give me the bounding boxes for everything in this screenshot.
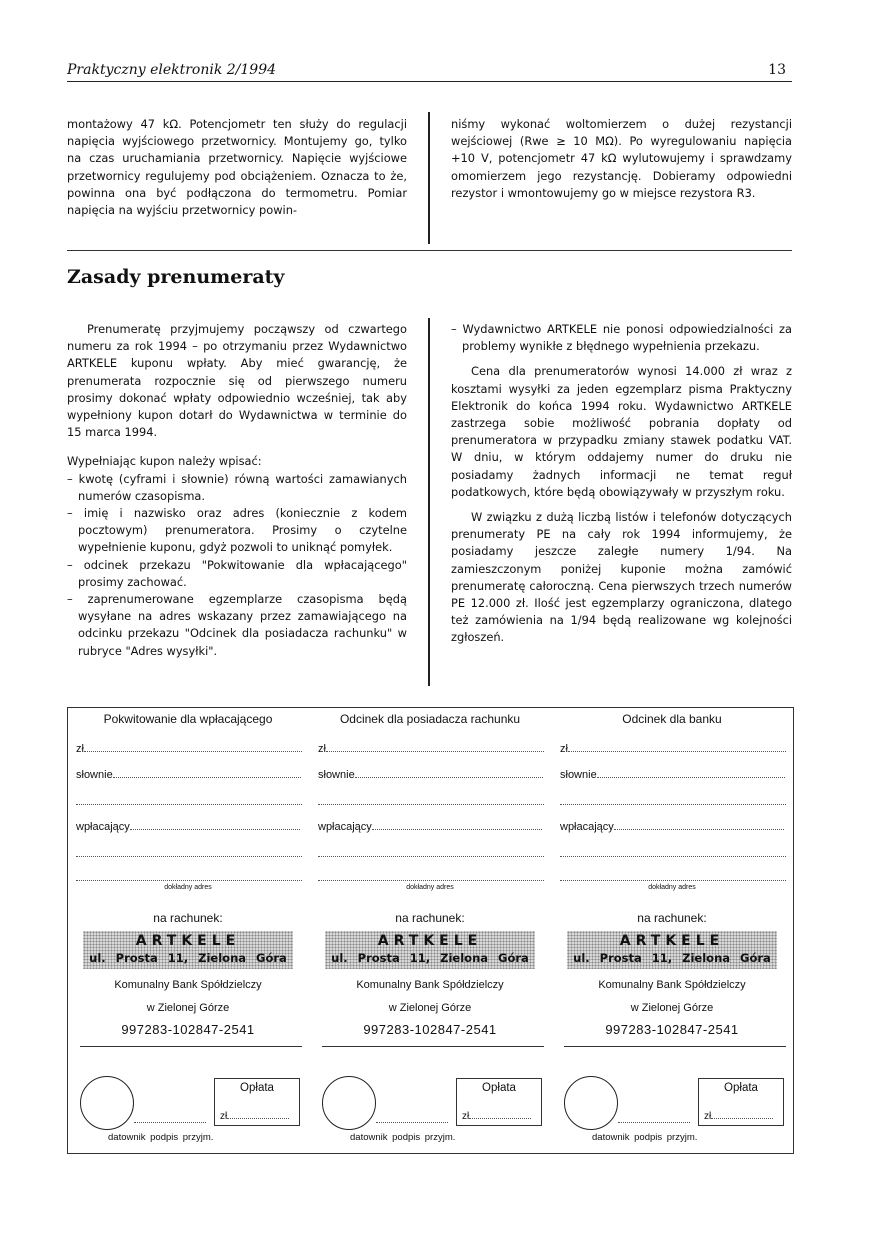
fee-box[interactable] <box>214 1078 300 1126</box>
address-caption: dokładny adres <box>164 884 212 891</box>
account-heading: na rachunek: <box>395 911 465 925</box>
top-left-column <box>67 116 407 219</box>
amount-field[interactable] <box>318 742 544 755</box>
stamp-address: ul. Prosta 11, Zielona Góra <box>89 951 287 965</box>
postmark-circle <box>80 1076 134 1130</box>
blank-line[interactable] <box>76 804 302 805</box>
fee-label: Opłata <box>240 1082 274 1094</box>
payer-label: wpłacający <box>76 821 130 833</box>
payer-field[interactable] <box>560 820 786 833</box>
postmark-circle <box>322 1076 376 1130</box>
list-item: – imię i nazwisko oraz adres (koniecznie z kodem pocztowym) prenumeratora. Prosimy o czytelne wypełnienie kuponu, gdyż pozwoli to uniknąć pomyłek. <box>67 506 407 555</box>
account-number: 997283-102847-2541 <box>605 1022 739 1037</box>
list-item: – kwotę (cyframi i słownie) równą wartości zamawianych numerów czasopisma. <box>67 471 407 503</box>
signature-line[interactable] <box>618 1122 690 1123</box>
column-divider-top <box>428 112 430 244</box>
payer-field[interactable] <box>318 820 544 833</box>
signature-line[interactable] <box>376 1122 448 1123</box>
words-label: słownie <box>76 769 113 781</box>
bank-name: Komunalny Bank Spółdzielczy <box>598 979 746 991</box>
list-item: – odcinek przekazu "Pokwitowanie dla wpłacającego" prosimy zachować. <box>67 557 407 589</box>
payer-label: wpłacający <box>318 821 372 833</box>
artkele-stamp <box>83 931 293 969</box>
artkele-stamp <box>325 931 535 969</box>
header-rule <box>67 81 792 82</box>
top-right-column <box>451 116 792 202</box>
blank-line[interactable] <box>318 804 544 805</box>
words-field[interactable] <box>318 768 544 781</box>
subscription-intro: Prenumeratę przyjmujemy począwszy od czwartego numeru za rok 1994 – po otrzymaniu przez Wydawnictwo ARTKELE kuponu wpłaty. Aby mieć gwarancję, że prenumerata rozpocznie się od pierwszego numeru prosimy dokonać wpłaty odpowiednio wcześniej, tak aby wypełniony kupon dotarł do Wydawnictwa w terminie do 15 marca 1994. <box>67 322 407 440</box>
stamp-address: ul. Prosta 11, Zielona Góra <box>331 951 529 965</box>
coupon-part-receipt <box>68 708 308 1153</box>
bank-city: w Zielonej Górze <box>630 1002 714 1014</box>
amount-field[interactable] <box>560 742 786 755</box>
top-right-paragraph: niśmy wykonać woltomierzem o dużej rezystancji wejściowej (Rwe ≥ 10 MΩ). Po wyregulowaniu napięcia +10 V, potencjometr 47 kΩ wylutowujemy i sprawdzamy omomierzem jego rezystancję. Dobieramy odpowiedni rezystor i wmontowujemy go w miejsce rezystora R3. <box>451 117 792 200</box>
account-number: 997283-102847-2541 <box>363 1022 497 1037</box>
address-line[interactable] <box>560 880 786 881</box>
coupon-divider <box>80 1046 302 1047</box>
fee-currency: zł <box>704 1111 712 1122</box>
blank-line[interactable] <box>76 856 302 857</box>
account-heading: na rachunek: <box>637 911 707 925</box>
fee-label: Opłata <box>724 1082 758 1094</box>
stamp-name: ARTKELE <box>377 933 483 949</box>
section-title: Zasady prenumeraty <box>67 266 285 288</box>
stamp-name: ARTKELE <box>619 933 725 949</box>
bank-name: Komunalny Bank Spółdzielczy <box>114 979 262 991</box>
fee-box[interactable] <box>456 1078 542 1126</box>
address-caption: dokładny adres <box>406 884 454 891</box>
blank-line[interactable] <box>560 804 786 805</box>
payer-field[interactable] <box>76 820 302 833</box>
signature-caption: datownik podpis przyjm. <box>350 1132 456 1143</box>
coupon-instructions-lead: Wypełniając kupon należy wpisać: <box>67 454 262 469</box>
coupon-divider <box>322 1046 544 1047</box>
coupon-part-title: Odcinek dla banku <box>622 712 722 726</box>
account-heading: na rachunek: <box>153 911 223 925</box>
bank-city: w Zielonej Górze <box>146 1002 230 1014</box>
fee-amount <box>220 1111 289 1122</box>
fee-amount <box>704 1111 773 1122</box>
coupon-part-account-holder <box>310 708 550 1153</box>
amount-field[interactable] <box>76 742 302 755</box>
subscription-right-column <box>451 321 792 647</box>
address-line[interactable] <box>76 880 302 881</box>
list-item: – Wydawnictwo ARTKELE nie ponosi odpowiedzialności za problemy wynikłe z błędnego wypełnienia przekazu. <box>451 322 792 354</box>
fee-currency: zł <box>220 1111 228 1122</box>
coupon-instructions-list <box>67 471 407 660</box>
liability-list <box>451 321 792 355</box>
bank-name: Komunalny Bank Spółdzielczy <box>356 979 504 991</box>
coupon-divider <box>564 1046 786 1047</box>
subscription-left-column <box>67 321 407 660</box>
signature-line[interactable] <box>134 1122 206 1123</box>
page-number: 13 <box>768 62 786 78</box>
list-item: – zaprenumerowane egzemplarze czasopisma będą wysyłane na adres wskazany przez zamawiającego na odcinku przekazu "Odcinek dla posiadacza rachunku" w rubryce "Adres wysyłki". <box>67 592 407 658</box>
column-divider-main <box>428 318 430 686</box>
fee-currency: zł <box>462 1111 470 1122</box>
words-field[interactable] <box>76 768 302 781</box>
postmark-circle <box>564 1076 618 1130</box>
stamp-name: ARTKELE <box>135 933 241 949</box>
running-header-title: Praktyczny elektronik 2/1994 <box>67 62 277 78</box>
address-caption: dokładny adres <box>648 884 696 891</box>
coupon-part-bank <box>552 708 792 1153</box>
words-label: słownie <box>318 769 355 781</box>
address-line[interactable] <box>318 880 544 881</box>
artkele-stamp <box>567 931 777 969</box>
blank-line[interactable] <box>560 856 786 857</box>
fee-amount <box>462 1111 531 1122</box>
bank-city: w Zielonej Górze <box>388 1002 472 1014</box>
signature-caption: datownik podpis przyjm. <box>592 1132 698 1143</box>
amount-label: zł <box>560 743 568 755</box>
price-paragraph: Cena dla prenumeratorów wynosi 14.000 zł wraz z kosztami wysyłki za jeden egzemplarz pisma Praktyczny Elektronik do końca 1994 roku. Wydawnictwo ARTKELE zastrzega sobie możliwość pobrania dopłaty od prenumeratora w przypadku zmiany stawek podatku VAT. W dniu, w którym oddajemy numer do druku nie posiadamy żadnych informacji ne temat reguł podatkowych, które będą obowiązywały w przyszłym roku. <box>451 364 792 499</box>
section-rule <box>67 250 792 251</box>
amount-label: zł <box>318 743 326 755</box>
coupon-part-title: Odcinek dla posiadacza rachunku <box>339 712 521 726</box>
blank-line[interactable] <box>318 856 544 857</box>
stamp-address: ul. Prosta 11, Zielona Góra <box>573 951 771 965</box>
signature-caption: datownik podpis przyjm. <box>108 1132 214 1143</box>
words-field[interactable] <box>560 768 786 781</box>
back-issues-paragraph: W związku z dużą liczbą listów i telefonów dotyczących prenumeraty PE na cały rok 1994 informujemy, że posiadamy jeszcze zaległe numery 1/94. Na zamieszczonym poniżej kuponie można zamówić prenumeratę całoroczną. Cena pierwszych trzech numerów PE 12.000 zł. Ilość jest egzemplarzy ograniczona, dlatego też zamówienia na 1/94 będą realizowane wg kolejności zgłoszeń. <box>451 510 792 645</box>
amount-label: zł <box>76 743 84 755</box>
words-label: słownie <box>560 769 597 781</box>
coupon-part-title: Pokwitowanie dla wpłacającego <box>103 712 273 726</box>
payer-label: wpłacający <box>560 821 614 833</box>
fee-box[interactable] <box>698 1078 784 1126</box>
top-left-paragraph: montażowy 47 kΩ. Potencjometr ten służy do regulacji napięcia wyjściowego przetwornicy. Montujemy go, tylko na czas uruchamiania przetwornicy. Napięcie wyjściowe przetwornicy regulujemy pod obciążeniem. Oznacza to że, powinna ona być podłączona do termometru. Pomiar napięcia na wyjściu przetwornicy powin- <box>67 117 407 218</box>
account-number: 997283-102847-2541 <box>121 1022 255 1037</box>
fee-label: Opłata <box>482 1082 516 1094</box>
payment-coupon <box>67 707 794 1154</box>
